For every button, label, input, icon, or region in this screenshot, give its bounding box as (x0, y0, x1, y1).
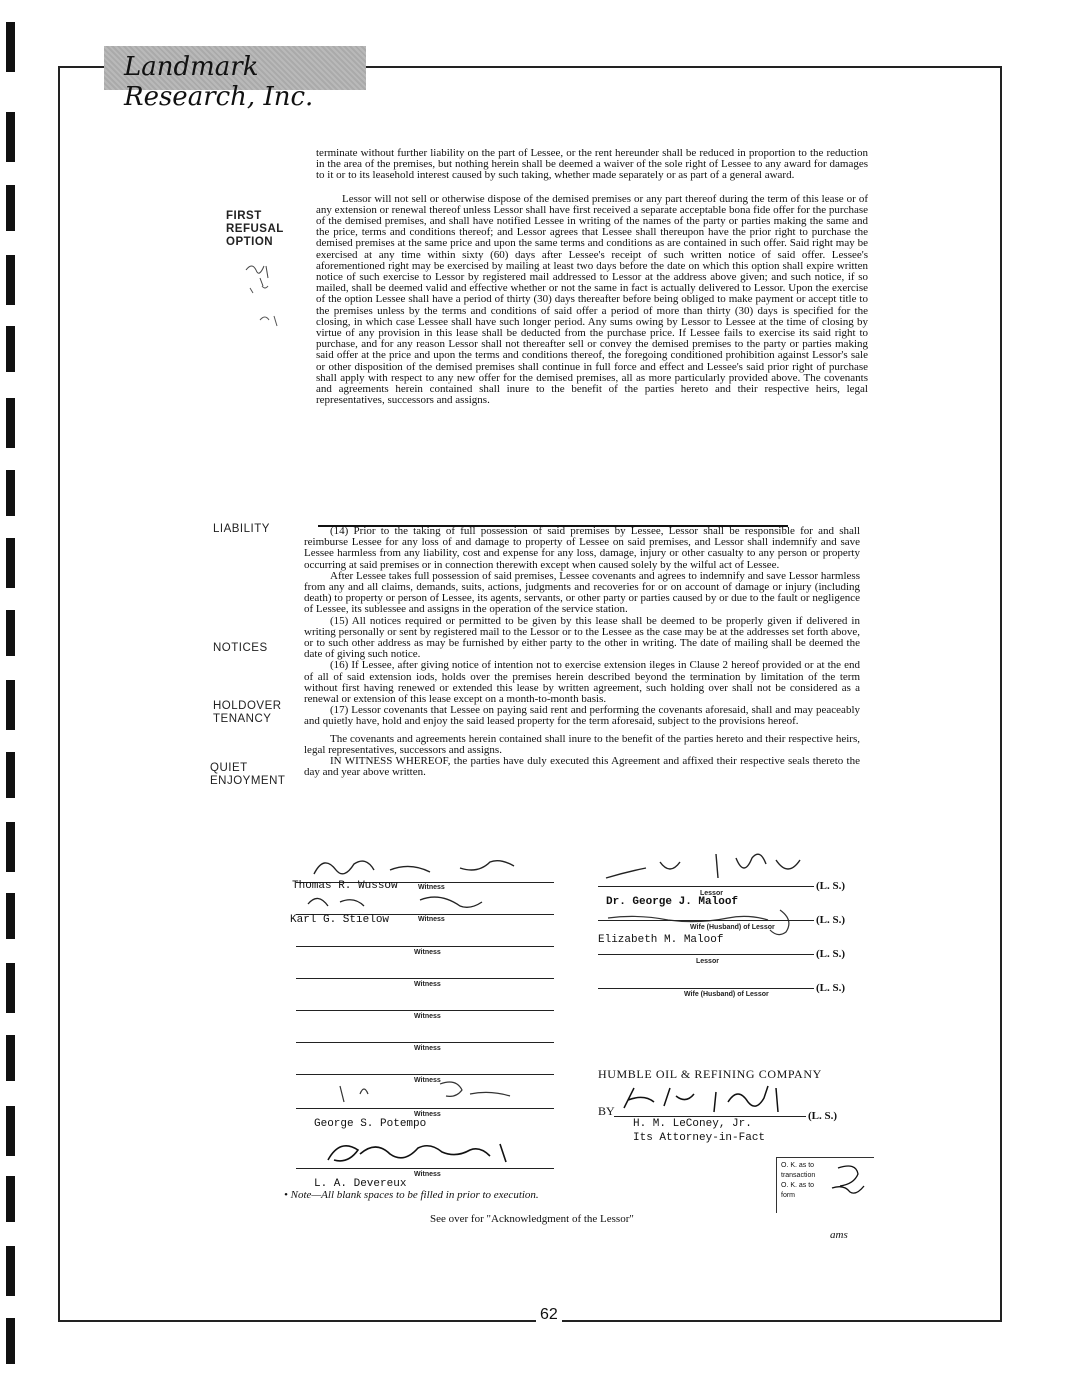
witness-label-5: Witness (414, 1013, 441, 1020)
witness-line-8 (296, 1108, 554, 1109)
margin-initials (236, 258, 296, 338)
witness-line-7 (296, 1074, 554, 1075)
signature-leconey (616, 1082, 806, 1118)
witness-label-2: Witness (418, 916, 445, 923)
attorney-ls: (L. S.) (808, 1110, 838, 1122)
lessor-name-1: Dr. George J. Maloof (606, 896, 739, 908)
paragraph-first-refusal: Lessor will not sell or otherwise dispose of the demised premises or any part thereof during the term of this lease or of any extension or renewal thereof unless Lessor shall have first received a separate acceptable bona fide offer for the purchase of the demised premises, and shall have notified Lessee in writing of the names of the party or parties making the same and the price, terms and conditions thereof; and Lessor agrees that Lessee shall thereupon have the prior right to purchase the demised premises at the same price and upon the same terms and conditions as are contained in such offer. Said right may be exercised at any time within sixty (60) days after Lessee's receipt of such written notice of said offer. Lessee's aforementioned right may be exercised by mailing at least two days before the date on which this option shall expire written notice of such exercise to Lessor by registered mail addressed to Lessor at the address above given; and such notice, if so mailed, shall be deemed valid and effective whether or not the same in fact is actually delivered to Lessor. Upon the exercise of the option Lessee shall have a period of thirty (30) days thereafter before being obliged to make payment or accept title to the premises unless by the terms and conditions of said offer a period of more than thirty (30) days is specified for the closing, in which case Lessee shall have such longer period. Any sums owing by Lessor to Lessee at the time of closing by virtue of any provision in this lease shall be deducted from the purchase price. If Lessee fails to exercise its said right to purchase, and for any reason Lessor shall not thereafter sell or convey the demised premises to the party or parties making said offer at the price and upon the terms and conditions thereof, the foregoing conditioned prohibition against Lessor's sale or other disposition of the demised premises shall continue in full force and effect and Lessee's said prior right of purchase shall apply with respect to any new offer for the demised premises, all as more particularly provided above. The covenants and agreements herein contained shall inure to the benefit of the parties hereto and their respective heirs, legal representatives, successors and assigns. (316, 192, 868, 407)
paragraph-covenants: The covenants and agreements herein contained shall inure to the benefit of the parties hereto and their respective heirs, legal representatives, successors and assigns. (304, 732, 860, 756)
attorney-title: Its Attorney-in-Fact (633, 1132, 766, 1144)
lessor-ls-2: (L. S.) (816, 914, 846, 926)
paragraph-holdover: (16) If Lessee, after giving notice of intention not to exercise extension ileges in Clause 2 hereof provided or at the end of all of said extension iods, holds over the premises herein described beyond the termination by limitation of the term without first having renewed or extended this lease by written agreement, such holding over shall not be considered as a renewal or extension of this lease except on a month-to-month basis. (304, 659, 860, 706)
signature-devereux (320, 1134, 530, 1170)
witness-label-1: Witness (418, 884, 445, 891)
bullet: • (284, 1189, 291, 1201)
initials-text: ams (830, 1229, 848, 1241)
stamp-line-3: O. K. as to (781, 1182, 815, 1189)
signature-wussow (300, 850, 560, 884)
label-liability: LIABILITY (213, 523, 270, 535)
company-logo (104, 46, 366, 112)
wife-label-1: Wife (Husband) of Lessor (690, 924, 775, 931)
attorney-name: H. M. LeConey, Jr. (633, 1118, 752, 1130)
paragraph-notices: (15) All notices required or permitted to be given by this lease shall be deemed to be properly given if delivered in writing personally or sent by registered mail to the Lessor or to the Lessee as the case may be at the addresses set forth above, or to such other address as may be furnished by either party to the other in writing. The date of mailing shall be deemed the date of giving such notice. (304, 614, 860, 661)
witness-label-8: Witness (414, 1111, 441, 1118)
witness-line-5 (296, 1010, 554, 1011)
by-label: BY (598, 1104, 615, 1118)
note-text (284, 1190, 684, 1201)
stamp-line-1: O. K. as to (781, 1162, 815, 1169)
signature-potempo (300, 1076, 540, 1110)
witness-label-9: Witness (414, 1171, 441, 1178)
paragraph-liability-2: After Lessee takes full possession of said premises, Lessee covenants and agrees to indemnify and save Lessor harmless from any and all claims, demands, suits, actions, judgments and recoveries for or on account of damage or injury (including death) to property or person of Lessee, its agents, servants, or other party or parties caused by or due to the fault or negligence of Lessee, its sublessee and assigns in the operation of the service station. (304, 569, 860, 616)
lessor-label-1: Lessor (700, 890, 723, 897)
attorney-line (614, 1116, 806, 1117)
witness-line-3 (296, 946, 554, 947)
label-holdover: HOLDOVER TENANCY (213, 700, 282, 725)
lessor-name-2: Elizabeth M. Maloof (598, 934, 724, 946)
paragraph-intro: terminate without further liability on the part of Lessee, or the rent hereunder shall be reduced in proportion to the reduction in the area of the premises, but nothing herein shall be deemed a waiver of the sole right of Lessee to any award for damages to it or to its leasehold interest caused by such taking, whether made separately or as part of a general award. (316, 147, 868, 182)
stamp-line-4: form (781, 1192, 795, 1199)
witness-label-3: Witness (414, 949, 441, 956)
lessor-label-2: Lessor (696, 958, 719, 965)
witness-line-9 (296, 1168, 554, 1169)
witness-line-4 (296, 978, 554, 979)
signature-maloof (596, 850, 826, 886)
note-content: Note—All blank spaces to be filled in prior to execution. (290, 1189, 539, 1201)
label-quiet: QUIET ENJOYMENT (210, 762, 286, 787)
lessor-ls-1: (L. S.) (816, 880, 846, 892)
witness-name-3: George S. Potempo (314, 1118, 427, 1130)
label-first-refusal: FIRST REFUSAL OPTION (226, 210, 284, 248)
witness-line-6 (296, 1042, 554, 1043)
footer-rule (60, 1320, 1000, 1322)
page-number: 62 (536, 1306, 562, 1324)
lease-body-continued (304, 526, 860, 778)
lessor-ls-4: (L. S.) (816, 982, 846, 994)
wife-label-2: Wife (Husband) of Lessor (684, 991, 769, 998)
signature-stielow (300, 888, 500, 912)
stamp-line-2: transaction (781, 1172, 816, 1179)
see-over-text: See over for "Acknowledgment of the Lessor" (430, 1213, 634, 1225)
witness-name-4: L. A. Devereux (314, 1178, 407, 1190)
witness-label-4: Witness (414, 981, 441, 988)
witness-name-1: Thomas R. Wussow (292, 880, 398, 892)
paragraph-liability-1: (14) Prior to the taking of full possession of said premises by Lessee, Lessor shall be responsible for and shall reimburse Lessee for any loss of and damage to property of Lessee on said premises, and Lessor shall indemnify and save Lessee harmless from any liability, cost and expense for any loss, damage, injury or other casualty to any person or property occurring at said premises or in connection therewith except when caused solely by the wilful act of Lessee. (304, 525, 860, 571)
lease-body (316, 148, 868, 406)
stamp-initials (826, 1160, 886, 1200)
witness-name-2: Karl G. Stielow (290, 914, 390, 926)
paragraph-witness: IN WITNESS WHEREOF, the parties have duly executed this Agreement and affixed their respective seals thereto the day and year above written. (304, 755, 860, 779)
logo-text: Landmark Research, Inc. (124, 52, 314, 112)
company-name: HUMBLE OIL & REFINING COMPANY (598, 1067, 822, 1081)
lessor-ls-3: (L. S.) (816, 948, 846, 960)
lessor-line-2 (598, 920, 814, 921)
lessor-line-3 (598, 954, 814, 955)
lessor-line-4 (598, 988, 814, 989)
lessor-line-1 (598, 886, 814, 887)
witness-label-7: Witness (414, 1077, 441, 1084)
witness-label-6: Witness (414, 1045, 441, 1052)
label-notices: NOTICES (213, 642, 268, 654)
paragraph-quiet: (17) Lessor covenants that Lessee on paying said rent and performing the covenants aforesaid, shall and may peaceably and quietly have, hold and enjoy the said leased property for the term aforesaid, subject to the provisions hereof. (304, 704, 860, 728)
